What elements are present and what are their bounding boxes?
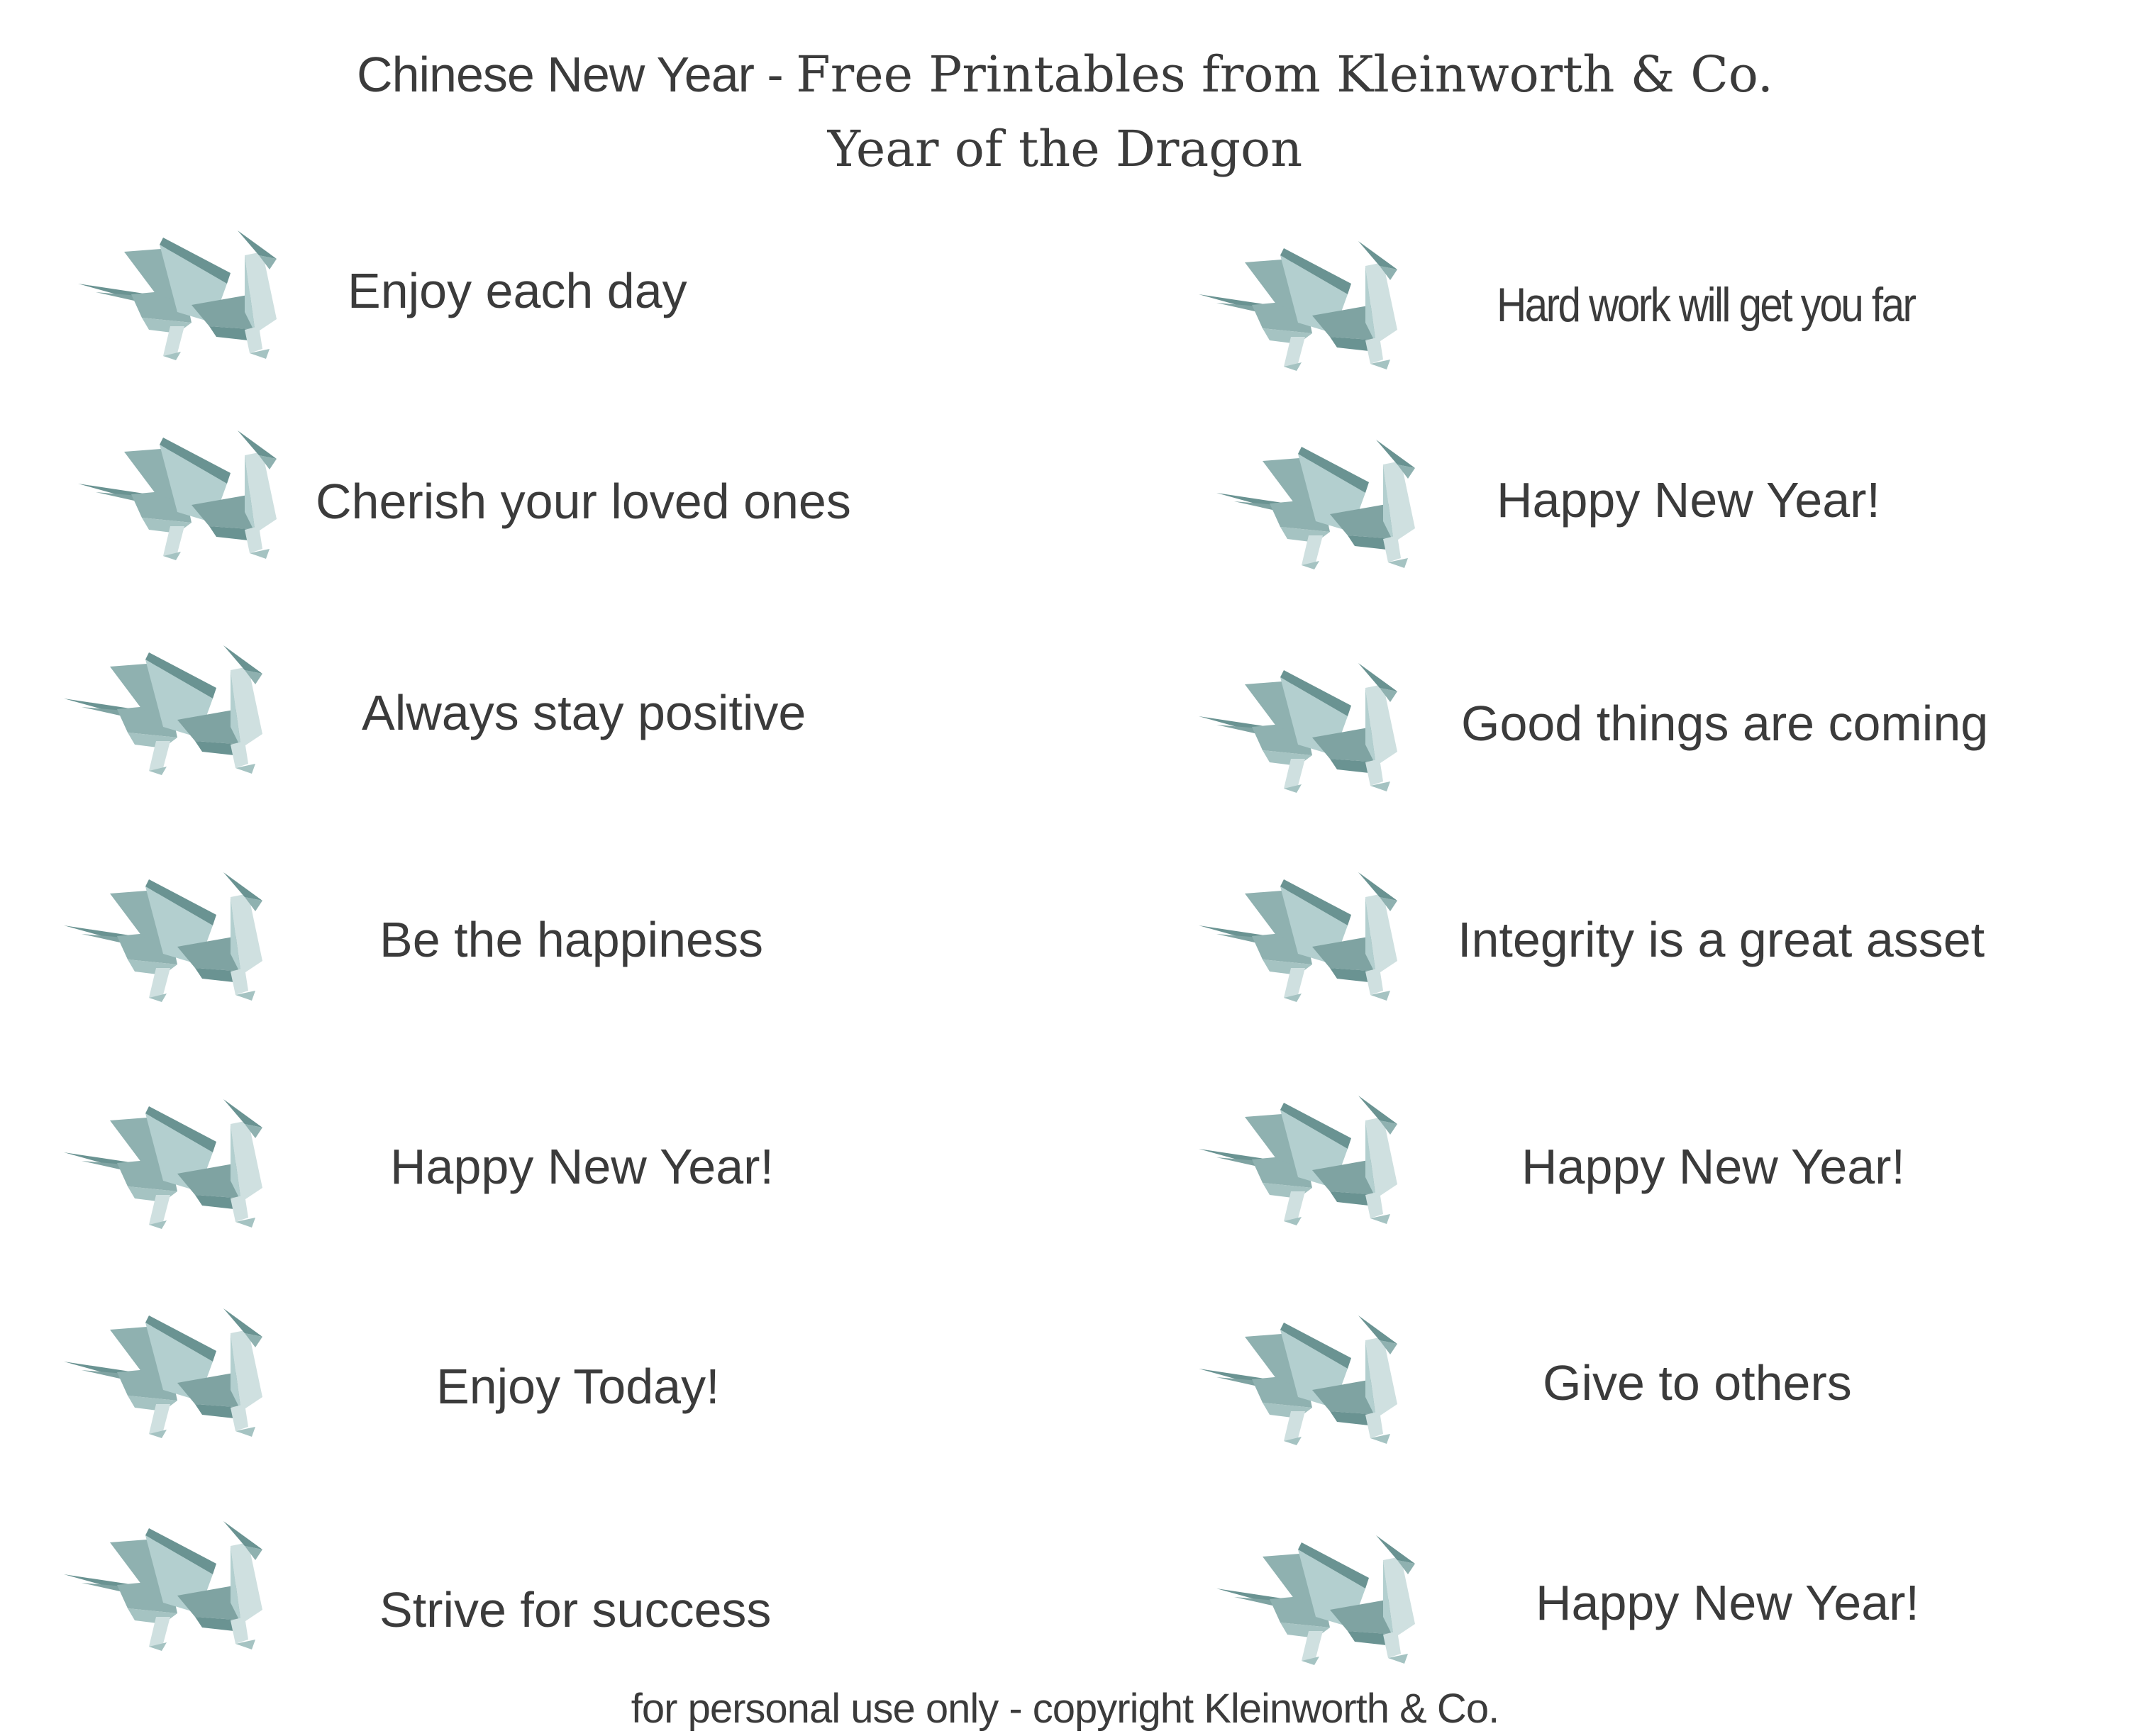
phrase-text: Be the happiness	[379, 912, 763, 967]
list-item	[1185, 238, 2107, 379]
origami-dragon-icon	[1202, 1532, 1436, 1667]
title-part-2: Free Printables from Kleinworth & Co.	[796, 45, 1773, 104]
origami-dragon-icon	[50, 1518, 284, 1652]
phrase-text: Cherish your loved ones	[316, 474, 851, 529]
phrase-text: Strive for success	[379, 1582, 772, 1637]
phrase-text: Happy New Year!	[1521, 1139, 1905, 1194]
list-item	[50, 869, 972, 1011]
copyright-footer: for personal use only - copyright Kleinworth & Co.	[631, 1686, 1499, 1732]
phrase-text: Give to others	[1543, 1355, 1852, 1410]
origami-dragon-icon	[1185, 869, 1419, 1003]
page-subtitle: Year of the Dragon	[827, 120, 1303, 178]
phrase-text: Enjoy each day	[348, 263, 687, 318]
page-title	[0, 43, 2130, 108]
list-item	[50, 1305, 972, 1447]
origami-dragon-icon	[50, 1096, 284, 1230]
phrase-text: Always stay positive	[362, 685, 806, 740]
origami-dragon-icon	[64, 427, 298, 562]
list-item	[64, 227, 986, 369]
origami-dragon-icon	[1185, 660, 1419, 794]
phrase-text: Happy New Year!	[1497, 472, 1880, 528]
list-item	[64, 427, 986, 569]
phrase-text: Hard work will get you far	[1497, 278, 1915, 332]
title-part-1: Chinese New Year -	[357, 47, 797, 102]
list-item	[1185, 869, 2107, 1011]
origami-dragon-icon	[50, 642, 284, 777]
origami-dragon-icon	[50, 1305, 284, 1440]
list-item	[1185, 1312, 2107, 1454]
origami-dragon-icon	[1202, 436, 1436, 571]
phrase-text: Integrity is a great asset	[1458, 912, 1985, 967]
list-item	[1185, 1092, 2107, 1234]
list-item	[50, 1096, 972, 1237]
phrase-text: Enjoy Today!	[436, 1359, 720, 1414]
origami-dragon-icon	[1185, 1092, 1419, 1227]
list-item	[50, 1518, 972, 1659]
origami-dragon-icon	[50, 869, 284, 1003]
phrase-text: Happy New Year!	[390, 1139, 774, 1194]
phrase-text: Good things are coming	[1461, 696, 1989, 751]
origami-dragon-icon	[1185, 1312, 1419, 1447]
list-item	[1202, 436, 2124, 578]
list-item	[1185, 660, 2107, 801]
phrase-text: Happy New Year!	[1536, 1575, 1919, 1630]
origami-dragon-icon	[64, 227, 298, 362]
list-item	[1202, 1532, 2124, 1674]
origami-dragon-icon	[1185, 238, 1419, 372]
list-item	[50, 642, 972, 784]
